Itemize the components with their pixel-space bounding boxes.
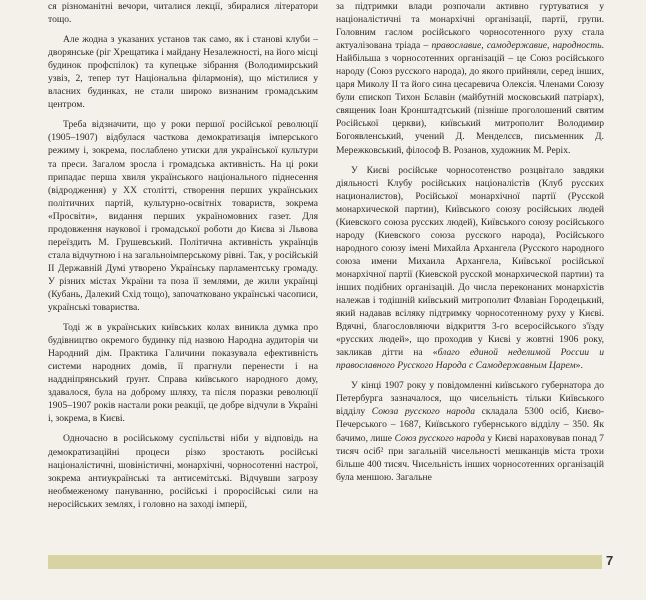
italic-phrase: Союза русского народа xyxy=(371,406,476,418)
right-text-column xyxy=(336,0,604,484)
paragraph: Але жодна з указаних установ так само, як і станові клуби – дворянське (ріг Хрещатика і майдану Незалежності, на його місці будинок профспілок) та купецьке зібрання (Володимирський узвіз, 2, тепер тут Національна філармонія), що містилися у власних будинках, не стали широко визнаним громадським центром. xyxy=(48,34,318,111)
paragraph: У Києві російське чорносотенство розцвітало завдяки діяльності Клубу російських націоналістів (Клуб русских националистов), Російської монархічної партії (Русской монархической партии), Київського союзу російських людей (Киевского союза русских людей), Київського союзу російського народу (Киевского союза русского народа), Російського народного союзу імені Михайла Архангела (Русского народного союза имени Михаила Архангела, Київської російської монархічної партії (Киевской русской монархической партии) та інших подібних організацій. До числа переконаних монархістів належав і тодішній київський митрополит Флавіан Городецький, який надавав всіляку підтримку чорносотенному руху у Києві. Вдячні, благословляючи відкриття 3-го всеросійського з'їзду «русских людей», що проходив у Києві у жовтні 1906 року, закликав дітти на «благо единой неделимой России и православного Русского Народа с Самодержавным Царем». xyxy=(336,164,604,372)
paragraph: за підтримки влади розпочали активно гуртуватися у націоналістичні та монархічні організації, партії, групи. Головним гаслом російського чорносотенного руху стала актуалізована тріада – православие, самодержавие, народность. Найбільша з чорносотенних організацій – це Союз російського народу (Союз русского народа), до якого прийняли, серед інших, царя Миколу ІІ та його сина цесаревича Олексія. Членами Союзу були єпископ Тихон Бєлавін (майбутній московський патріарх), священик Іоан Кронштадтський (пізніше проголошений святим Російської церкви), київський митрополит Володимир Богоявленський, учений Д. Менделєєв, письменник Д. Мережковський, філософ В. Розанов, художник М. Реріх. xyxy=(336,1,604,156)
italic-phrase: Союз русского народа xyxy=(394,432,485,444)
paragraph: Одночасно в російському суспільстві ніби у відповідь на демократизаційні процеси різко зростають російські націоналістичні, шовіністичні, монархічні, чорносотенні настрої, зокрема антиукраїнські та антисемітські. Відчувши загрозу необмеженому пануванню, російські і проросійські сили на неросійських землях, і головно на заході імперії, xyxy=(48,433,318,510)
italic-phrase: православие, самодержавие, народность xyxy=(431,40,602,52)
paragraph: ся різноманітні вечори, читалися лекції, збиралися літератори тощо. xyxy=(48,1,318,26)
paragraph: Треба відзначити, що у роки першої російської революції (1905–1907) відбулася часткова демократизація імперського режиму і, зокрема, послаблено утиски для української культури та преси. Загалом зросла і громадська активність. На ці роки припадає перша хвиля українського національного піднесення (відродження) у ХХ столітті, створення перших українських політичних партій, культурно-освітніх товариств, зокрема «Просвіти», видання перших україномовних газет. Для продовження наукової і громадської роботи до Києва зі Львова переїздить М. Грушевський. Політична активність українців стала відчутною і на загальноімперському рівні. Так, у російській ІІ Державній Думі утворено Українську парламентську громаду. У різних містах України та поза її землями, де жили українці (Кубань, Далекий Схід тощо), започатковано українські часописи, українські товариства. xyxy=(48,119,318,314)
page-number: 7 xyxy=(606,553,614,568)
paragraph: У кінці 1907 року у повідомленні київського губернатора до Петербурга зазначалося, що чисельність тільки Київського відділу Союза русского народа складала 5300 осіб, Києво-Печерського – 1687, Київського губернського відділу – 350. Як бачимо, лише Союз русского народа у Києві нараховував понад 7 тисяч осіб² при загальній чисельності мешканців міста трохи більше 400 тисяч. Чисельність інших чорносотенних організацій була меншою. Загальне xyxy=(336,380,604,483)
left-text-column xyxy=(48,0,318,511)
paragraph: Тоді ж в українських київських колах виникла думка про будівництво окремого будинку під назвою Народна аудиторія чи Народний дім. Практика Галичини показувала ефективність системи народних домів, її прагнули перенести і на наддніпрянський ґрунт. Справа київського народного дому, здавалося, була на доброму шляху, та після поразки революції 1905–1907 років настали роки реакції, це добре відчули в Україні і, зокрема, в Києві. xyxy=(48,322,318,425)
italic-phrase: благо единой неделимой России и православного Русского Народа с Самодержавным Царем xyxy=(336,347,604,372)
footer-bar xyxy=(48,555,602,569)
